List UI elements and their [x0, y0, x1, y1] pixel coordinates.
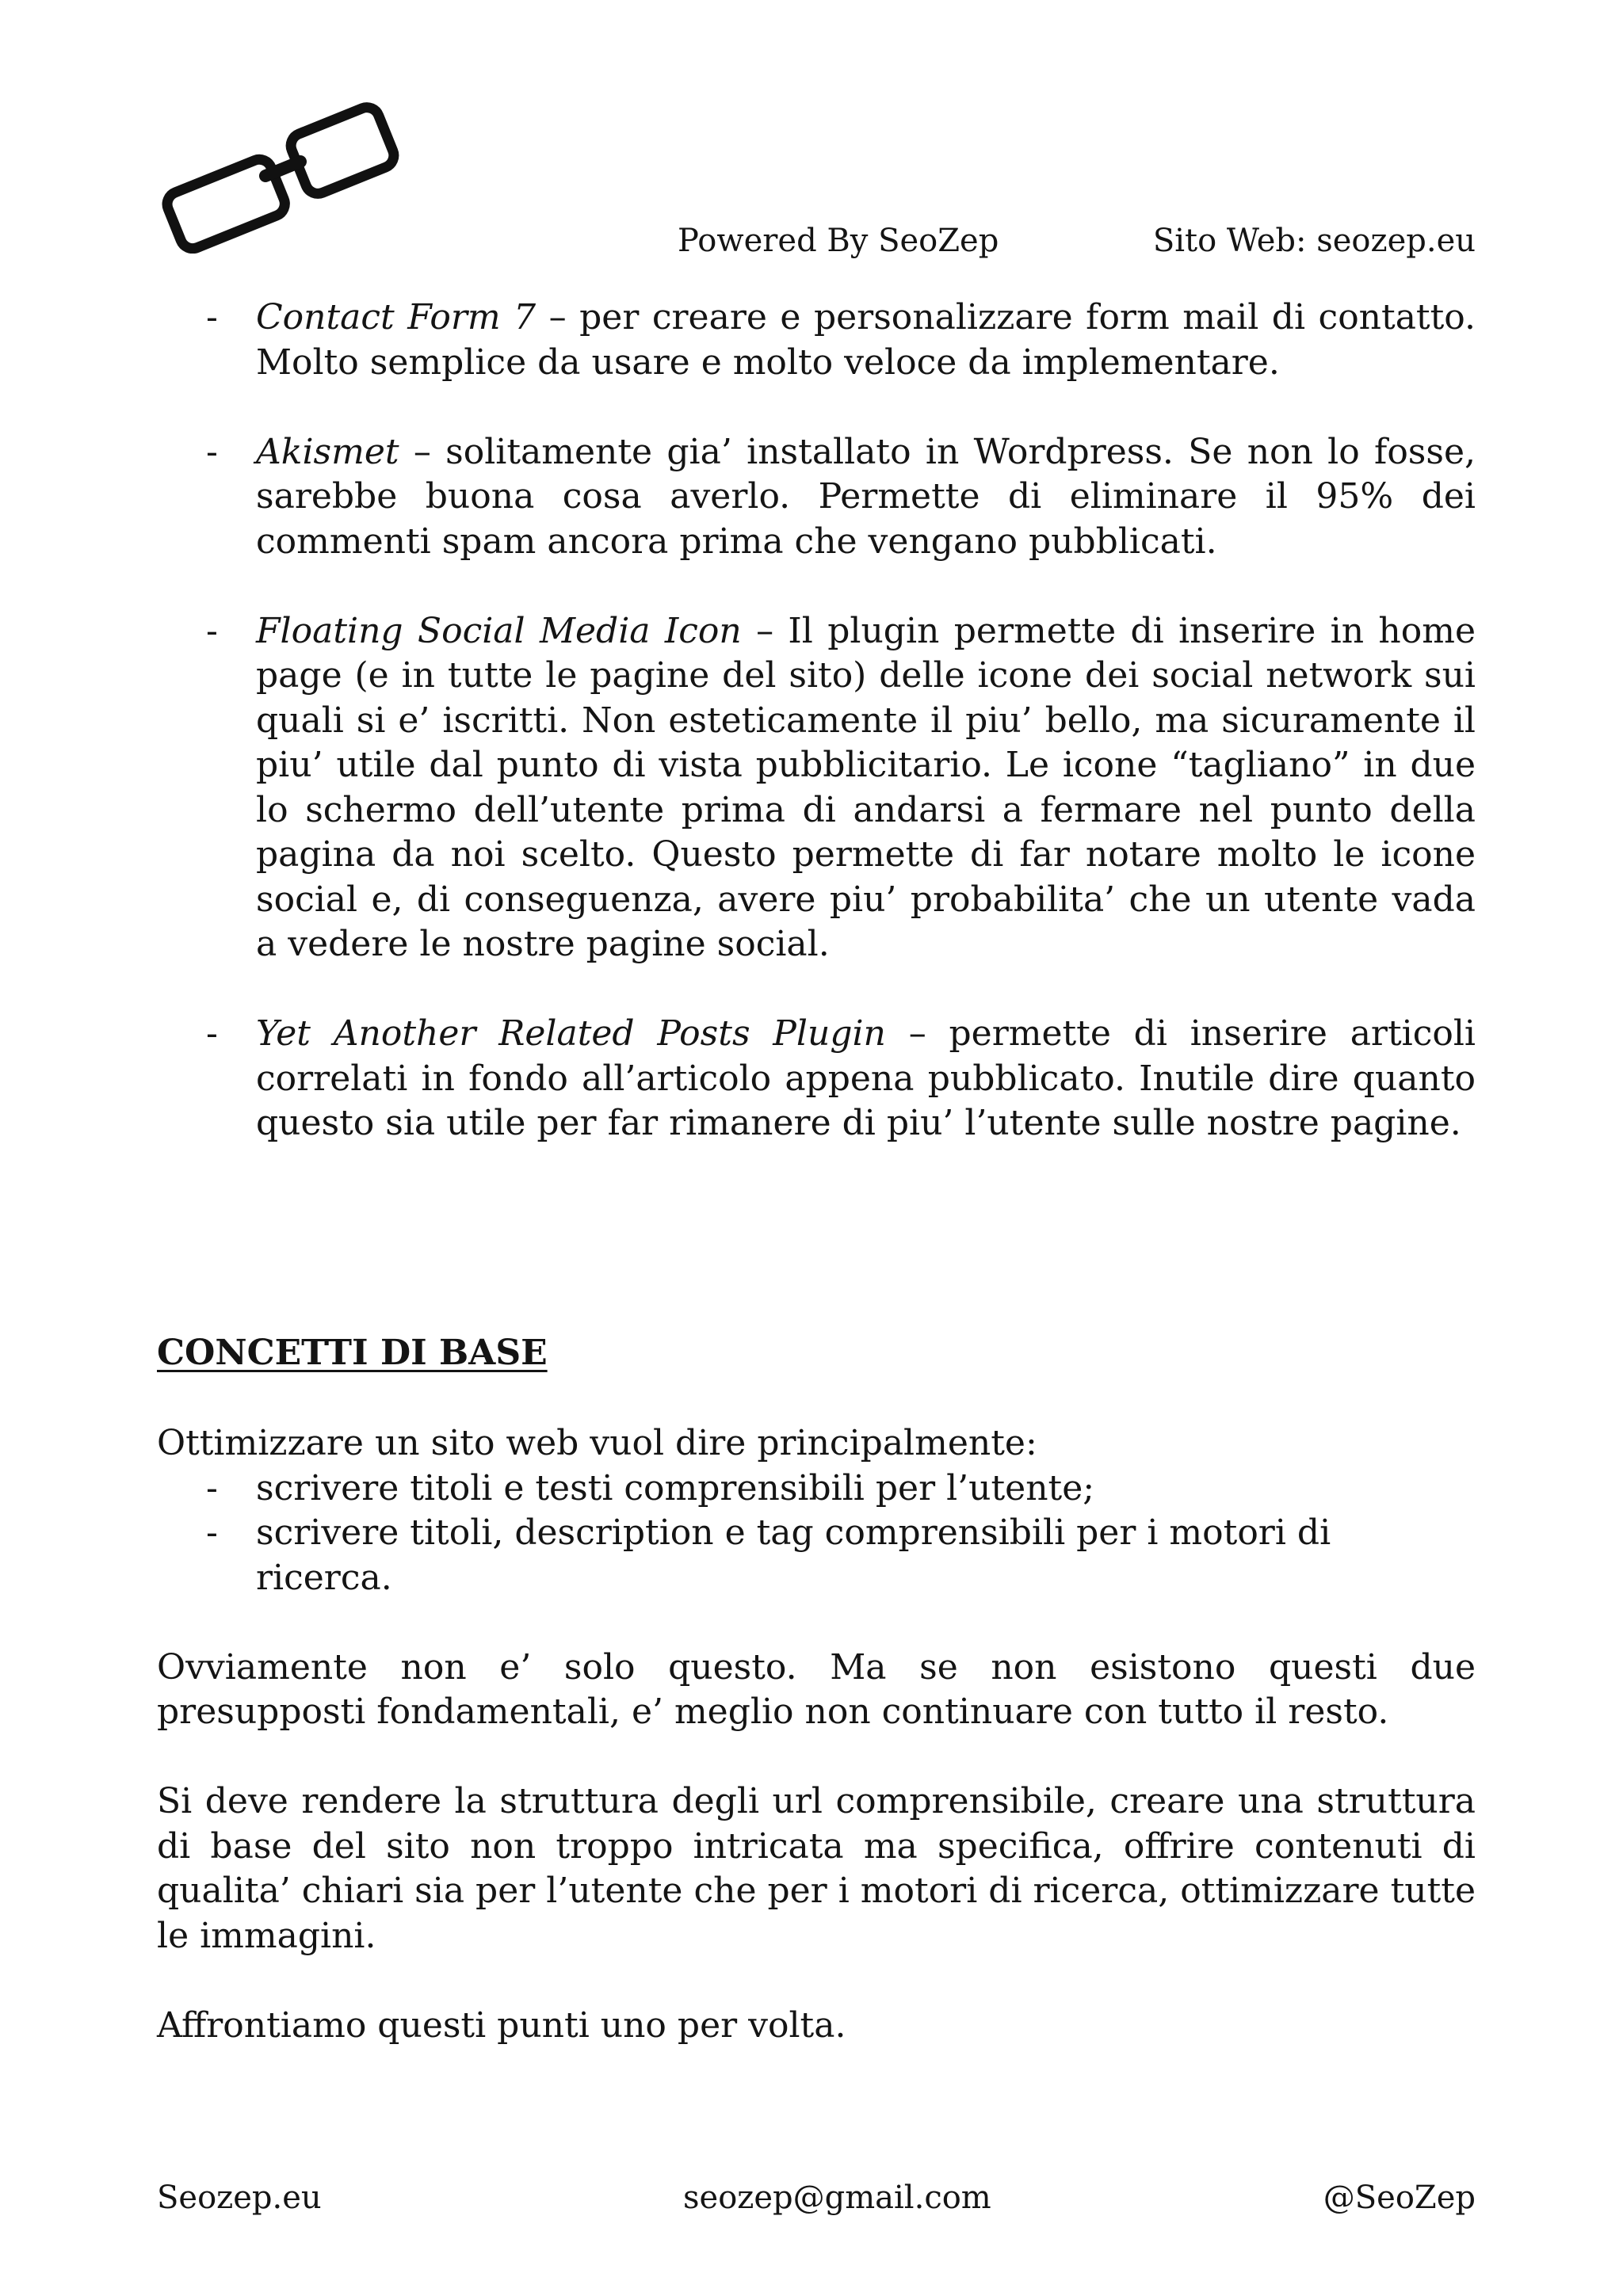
list-item: - Akismet – solitamente gia’ installato in Wordpress. Se non lo fosse, sarebbe buona cosa averlo. Permette di eliminare il 95% dei commenti spam ancora prima che vengano pubblicati. [206, 431, 1476, 562]
plugin-name: Akismet [256, 431, 399, 472]
website-label: Sito Web: seozep.eu [1152, 223, 1476, 259]
plugin-description: – per creare e personalizzare form mail di contatto. Molto semplice da usare e molto veloce da implementare. [256, 297, 1476, 383]
list-item: - scrivere titoli, description e tag comprensibili per i motori di ricerca. [206, 1512, 1331, 1598]
plugin-description: – permette di inserire articoli correlati in fondo all’articolo appena pubblicato. Inutile dire quanto questo sia utile per far rimanere di piu’ l’utente sulle nostre pagine. [256, 1013, 1476, 1143]
list-item: - scrivere titoli e testi comprensibili per l’utente; [206, 1467, 1095, 1508]
point-text: scrivere titoli, description e tag comprensibili per i motori di ricerca. [256, 1512, 1331, 1598]
plugin-list-section [157, 296, 1476, 1191]
paragraph: Si deve rendere la struttura degli url comprensibile, creare una struttura di base del sito non troppo intricata ma specifica, offrire contenuti di qualita’ chiari sia per l’utente che per i motori di ricerca, ottimizzare tutte le immagini. [157, 1781, 1476, 1956]
paragraph: Affrontiamo questi punti uno per volta. [157, 2004, 846, 2046]
plugin-description: – Il plugin permette di inserire in home page (e in tutte le pagine del sito) delle icone dei social network sui quali si e’ iscritti. Non esteticamente il piu’ bello, ma sicuramente il piu’ utile dal punto di vista pubblicitario. Le icone “tagliano” in due lo schermo dell’utente prima di andarsi a fermare nel punto della pagina da noi scelto. Questo permette di far notare molto le icone social e, di conseguenza, avere piu’ probabilita’ che un utente vada a vedere le nostre pagine social. [256, 610, 1476, 964]
glasses-icon [155, 95, 408, 254]
footer-email: seozep@gmail.com [683, 2180, 991, 2216]
plugin-name: Yet Another Related Posts Plugin [256, 1013, 886, 1054]
powered-by-label: Powered By SeoZep [678, 223, 999, 259]
plugin-list [157, 296, 1476, 1146]
list-item: - Floating Social Media Icon – Il plugin permette di inserire in home page (e in tutte le pagine del sito) delle icone dei social network sui quali si e’ iscritti. Non esteticamente il piu’ bello, ma sicuramente il piu’ utile dal punto di vista pubblicitario. Le icone “tagliano” in due lo schermo dell’utente prima di andarsi a fermare nel punto della pagina da noi scelto. Questo permette di far notare molto le icone social e, di conseguenza, avere piu’ probabilita’ che un utente vada a vedere le nostre pagine social. [206, 610, 1476, 964]
plugin-name: Floating Social Media Icon [256, 610, 742, 651]
plugin-description: – solitamente gia’ installato in Wordpress. Se non lo fosse, sarebbe buona cosa averlo. Permette di eliminare il 95% dei commenti spam ancora prima che vengano pubblicati. [256, 431, 1476, 562]
section-body [157, 1421, 1476, 2093]
intro-paragraph: Ottimizzare un sito web vuol dire principalmente: [157, 1423, 1037, 1463]
points-list [157, 1466, 1476, 1601]
footer-handle: @SeoZep [1323, 2180, 1476, 2216]
list-item: - Yet Another Related Posts Plugin – permette di inserire articoli correlati in fondo all’articolo appena pubblicato. Inutile dire quanto questo sia utile per far rimanere di piu’ l’utente sulle nostre pagine. [206, 1013, 1476, 1143]
plugin-name: Contact Form 7 [256, 297, 537, 338]
point-text: scrivere titoli e testi comprensibili per l’utente; [256, 1467, 1095, 1508]
section-title: CONCETTI DI BASE [157, 1333, 548, 1373]
paragraph: Ovviamente non e’ solo questo. Ma se non esistono questi due presupposti fondamentali, e’ meglio non continuare con tutto il resto. [157, 1646, 1476, 1732]
footer-site: Seozep.eu [157, 2180, 322, 2216]
list-item: - Contact Form 7 – per creare e personalizzare form mail di contatto. Molto semplice da usare e molto veloce da implementare. [206, 297, 1476, 383]
